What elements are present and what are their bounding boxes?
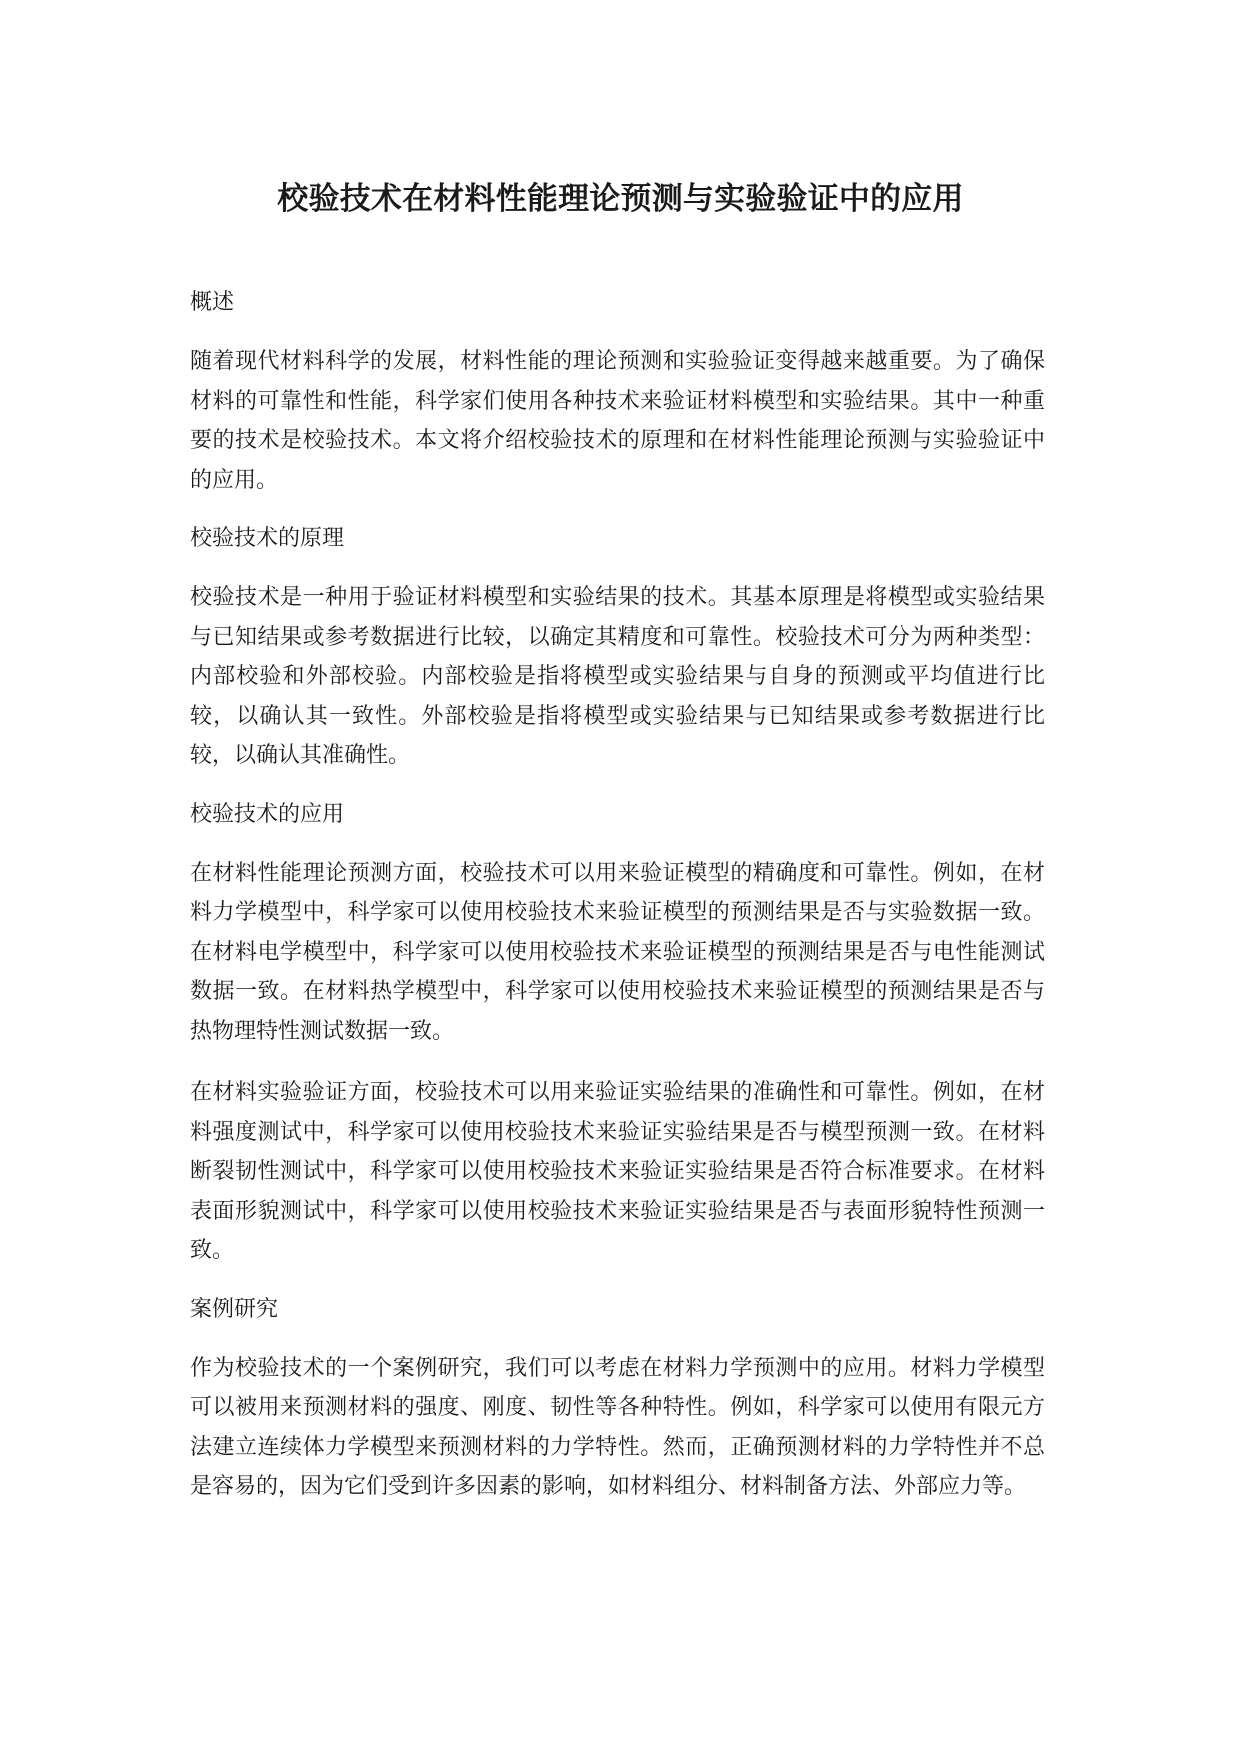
section-case-study	[190, 1293, 1045, 1507]
paragraph: 在材料实验验证方面，校验技术可以用来验证实验结果的准确性和可靠性。例如，在材料强度测试中，科学家可以使用校验技术来验证实验结果是否与模型预测一致。在材料断裂韧性测试中，科学家可以使用校验技术来验证实验结果是否符合标准要求。在材料表面形貌测试中，科学家可以使用校验技术来验证实验结果是否与表面形貌特性预测一致。	[190, 1080, 1045, 1263]
paragraph: 随着现代材料科学的发展，材料性能的理论预测和实验验证变得越来越重要。为了确保材料的可靠性和性能，科学家们使用各种技术来验证材料模型和实验结果。其中一种重要的技术是校验技术。本文将介绍校验技术的原理和在材料性能理论预测与实验验证中的应用。	[190, 349, 1045, 493]
paragraph: 在材料性能理论预测方面，校验技术可以用来验证模型的精确度和可靠性。例如，在材料力学模型中，科学家可以使用校验技术来验证模型的预测结果是否与实验数据一致。在材料电学模型中，科学家可以使用校验技术来验证模型的预测结果是否与电性能测试数据一致。在材料热学模型中，科学家可以使用校验技术来验证模型的预测结果是否与热物理特性测试数据一致。	[190, 860, 1045, 1044]
paragraph: 作为校验技术的一个案例研究，我们可以考虑在材料力学预测中的应用。材料力学模型可以被用来预测材料的强度、刚度、韧性等各种特性。例如，科学家可以使用有限元方法建立连续体力学模型来预测材料的力学特性。然而，正确预测材料的力学特性并不总是容易的，因为它们受到许多因素的影响，如材料组分、材料制备方法、外部应力等。	[190, 1355, 1045, 1499]
section-heading: 校验技术的原理	[190, 526, 345, 551]
section-application	[190, 798, 1045, 1271]
section-heading: 概述	[190, 290, 235, 315]
section-heading: 校验技术的应用	[190, 801, 345, 827]
section-heading: 案例研究	[190, 1296, 279, 1322]
paragraph: 校验技术是一种用于验证材料模型和实验结果的技术。其基本原理是将模型或实验结果与已知结果或参考数据进行比较，以确定其精度和可靠性。校验技术可分为两种类型：内部校验和外部校验。内部校验是指将模型或实验结果与自身的预测或平均值进行比较，以确认其一致性。外部校验是指将模型或实验结果与已知结果或参考数据进行比较，以确认其准确性。	[190, 585, 1045, 768]
section-principle	[190, 522, 1045, 776]
section-overview	[190, 286, 1045, 500]
document-body	[190, 286, 1045, 1529]
document-title: 校验技术在材料性能理论预测与实验验证中的应用	[277, 181, 964, 217]
